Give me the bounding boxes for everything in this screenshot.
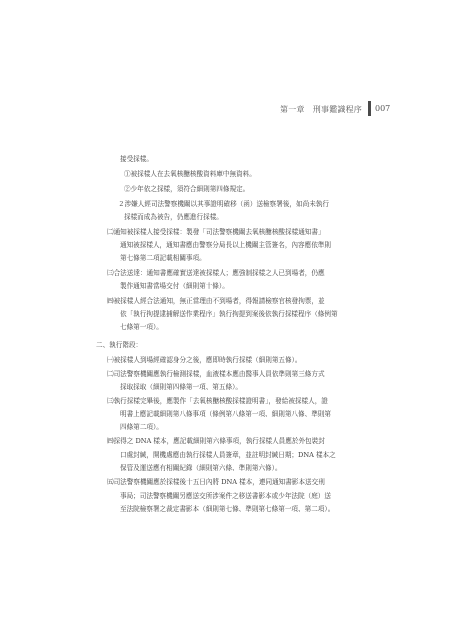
text-line: 至法院檢察署之裁定書影本（細則第七條、準則第七條第一項、第二項）。 [120,505,335,513]
text-line: 七條第一項）。 [120,323,163,331]
text-line: 通知被採樣人，通知書應由警察分局長以上機關主管簽名，內容應依準則 [120,241,331,249]
text-line: 依「執行拘提逮捕解送作業程序」執行拘提到案後依執行採樣程序（條例第 [120,310,338,318]
page-number: 007 [375,104,391,113]
text-line: ㈡司法警察機關應執行檢測採樣，血液樣本應由醫事人員依準則第三條方式 [107,370,325,378]
text-line: ㈢執行採樣完畢後，應製作「去氧核醣核酸採樣證明書」，發給被採樣人，證 [107,397,328,405]
text-line: ①被採樣人在去氧核醣核酸資料庫中無資料。 [124,170,256,178]
text-line: 製作通知書當場交付（細則第十條）。 [120,282,229,290]
section-heading: 二、執行階段： [96,341,143,349]
text-line: 事局；司法警察機關另應送交所涉案件之移送書影本或少年法院（庭）送 [120,492,331,500]
text-line: ㈣採得之 DNA 樣本，應記載細則第六條事項，執行採樣人員應於外包裝封 [107,437,325,445]
text-line: ㈢合法送達：通知書應確實送達被採樣人；應強制採樣之人已到場者，仍應 [107,269,325,277]
text-line: ㈣被採樣人經合法通知，無正當理由不到場者，得報請檢察官核發拘票，並 [107,297,325,305]
text-line: 第七條第二項記載相關事項。 [120,254,206,262]
text-line: ②少年依之採樣，須符合細則第四條規定。 [124,185,250,193]
text-line: ２涉嫌人經司法警察機關以其事證明確移（函）送檢察署後，如尚未執行 [118,200,329,208]
text-line: ㈡通知被採樣人接受採樣：製發「司法警察機關去氧核醣核酸採樣通知書」 [107,228,325,236]
text-line: ㈠被採樣人到場經確認身分之後，應即時執行採樣（細則第五條）。 [107,356,302,364]
text-line: 明書上應記載細則第八條事項（條例第八條第一項、細則第八條、準則第 [120,410,331,418]
text-line: 接受採樣。 [120,155,153,163]
text-line: 口處封緘，開機處應由執行採樣人員簽章，並註明封緘日期；DNA 樣本之 [120,451,336,459]
chapter-title: 第一章 刑事鑑識程序 [280,105,362,114]
header-divider [368,101,371,116]
text-line: 採樣而成為被告，仍應進行採樣。 [124,213,223,221]
text-line: ㈤司法警察機關應於採樣後十五日內將 DNA 樣本，連同通知書影本送交刑 [107,478,325,486]
text-line: 採取採取（細則第四條第一項、第五條）。 [120,383,242,391]
text-line: 四條第二項）。 [120,423,163,431]
text-line: 保管及運送應有相關紀錄（細則第六條、準則第六條）。 [120,464,282,472]
